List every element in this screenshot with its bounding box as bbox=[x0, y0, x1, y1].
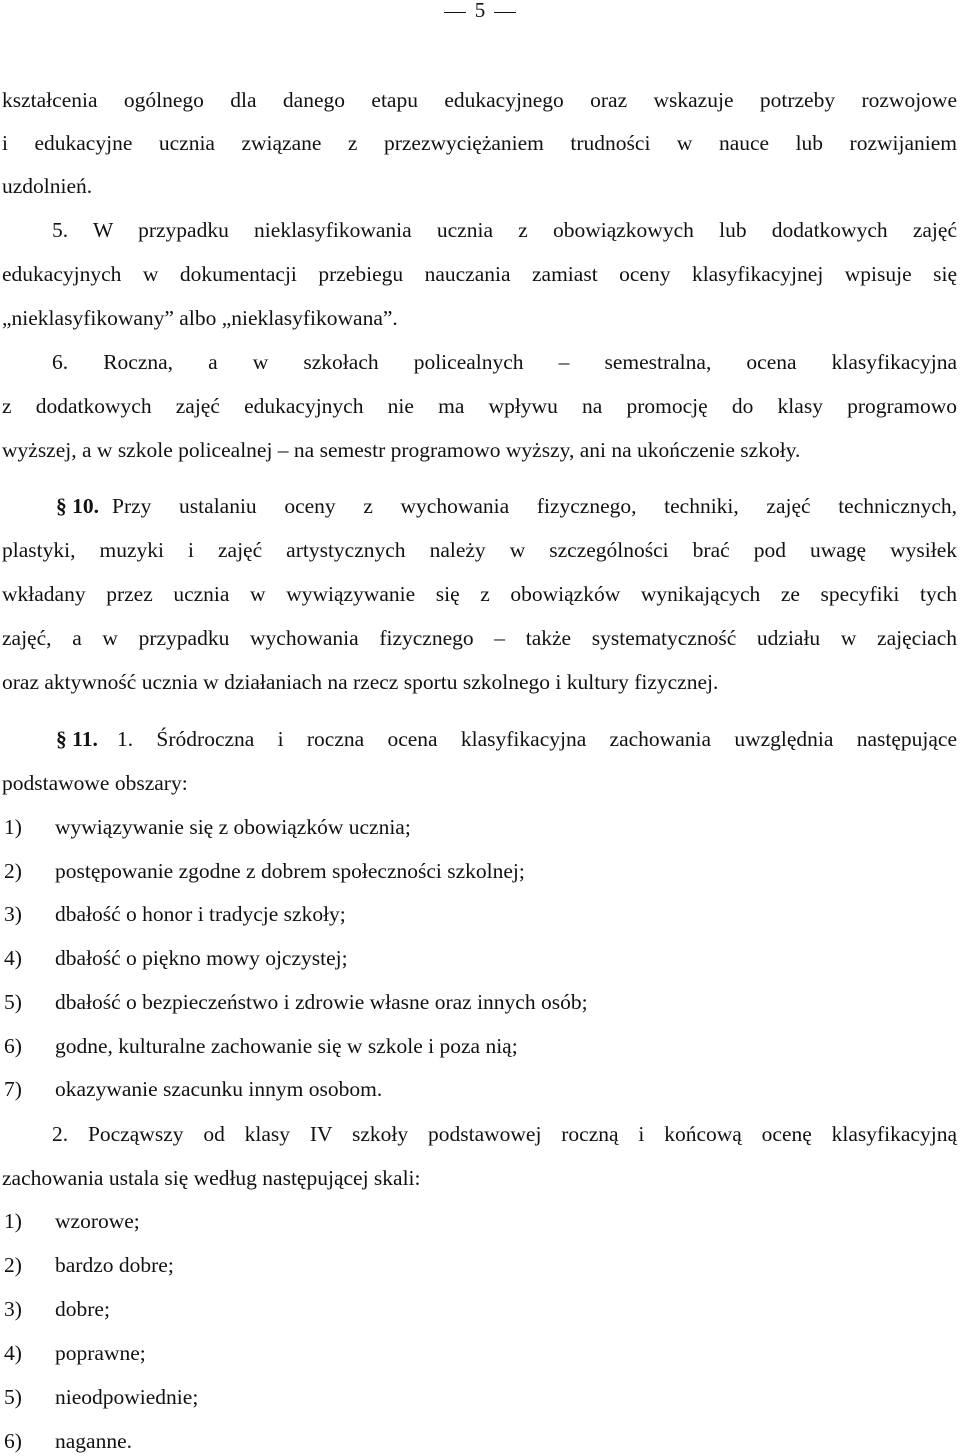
list-item-number: 5) bbox=[4, 990, 22, 1014]
list-item-number: 2) bbox=[4, 1253, 22, 1277]
section-10-heading: § 10. bbox=[56, 494, 99, 518]
list-item-number: 6) bbox=[4, 1429, 22, 1453]
paragraph-line: wyższej, a w szkole policealnej – na semestr programowo wyższy, ani na ukończenie szkoły. bbox=[2, 438, 801, 462]
paragraph-line: edukacyjnych w dokumentacji przebiegu nauczania zamiast oceny klasyfikacyjnej wpisuje się bbox=[2, 262, 957, 286]
paragraph-line: 2. Począwszy od klasy IV szkoły podstawowej roczną i końcową ocenę klasyfikacyjną bbox=[52, 1122, 957, 1146]
paragraph-line: z dodatkowych zajęć edukacyjnych nie ma wpływu na promocję do klasy programowo bbox=[2, 394, 957, 418]
list-item-number: 4) bbox=[4, 1341, 22, 1365]
list-item-number: 5) bbox=[4, 1385, 22, 1409]
paragraph-line: Przy ustalaniu oceny z wychowania fizycznego, techniki, zajęć technicznych, bbox=[112, 494, 957, 518]
paragraph-line: podstawowe obszary: bbox=[2, 771, 188, 795]
list-item-text: dobre; bbox=[55, 1297, 110, 1321]
list-item-text: wywiązywanie się z obowiązków ucznia; bbox=[55, 815, 411, 839]
paragraph-line: 5. W przypadku nieklasyfikowania ucznia z obowiązkowych lub dodatkowych zajęć bbox=[52, 218, 957, 242]
list-item-text: naganne. bbox=[55, 1429, 133, 1453]
list-item-number: 3) bbox=[4, 902, 22, 926]
list-item-text: poprawne; bbox=[55, 1341, 146, 1365]
paragraph-line: 6. Roczna, a w szkołach policealnych – semestralna, ocena klasyfikacyjna bbox=[52, 350, 957, 374]
list-item-text: godne, kulturalne zachowanie się w szkole i poza nią; bbox=[55, 1034, 518, 1058]
list-item-text: dbałość o honor i tradycje szkoły; bbox=[55, 902, 346, 926]
list-item-text: postępowanie zgodne z dobrem społeczności szkolnej; bbox=[55, 859, 525, 883]
list-item-text: wzorowe; bbox=[55, 1209, 140, 1233]
list-item-text: okazywanie szacunku innym osobom. bbox=[55, 1077, 383, 1101]
page-number-value: 5 bbox=[474, 0, 486, 22]
dash-right bbox=[494, 12, 516, 13]
paragraph-line: zajęć, a w przypadku wychowania fizycznego – także systematyczność udziału w zajęciach bbox=[2, 626, 957, 650]
paragraph-line: „nieklasyfikowany” albo „nieklasyfikowana”. bbox=[2, 306, 398, 330]
paragraph-line: 1. Śródroczna i roczna ocena klasyfikacyjna zachowania uwzględnia następujące bbox=[117, 727, 957, 751]
list-item-number: 6) bbox=[4, 1034, 22, 1058]
list-item-number: 4) bbox=[4, 946, 22, 970]
paragraph-line: oraz aktywność ucznia w działaniach na rzecz sportu szkolnego i kultury fizycznej. bbox=[2, 670, 719, 694]
list-item-number: 1) bbox=[4, 1209, 22, 1233]
list-item-text: bardzo dobre; bbox=[55, 1253, 174, 1277]
list-item-number: 2) bbox=[4, 859, 22, 883]
paragraph-line: i edukacyjne ucznia związane z przezwyciężaniem trudności w nauce lub rozwijaniem bbox=[2, 131, 957, 155]
list-item-number: 7) bbox=[4, 1077, 22, 1101]
paragraph-line: kształcenia ogólnego dla danego etapu edukacyjnego oraz wskazuje potrzeby rozwojowe bbox=[2, 88, 957, 112]
dash-left bbox=[444, 12, 466, 13]
list-item-number: 3) bbox=[4, 1297, 22, 1321]
list-item-text: dbałość o piękno mowy ojczystej; bbox=[55, 946, 348, 970]
list-item-text: dbałość o bezpieczeństwo i zdrowie własne oraz innych osób; bbox=[55, 990, 588, 1014]
paragraph-line: zachowania ustala się według następującej skali: bbox=[2, 1166, 421, 1190]
paragraph-line: wkładany przez ucznia w wywiązywanie się z obowiązków wynikających ze specyfiki tych bbox=[2, 582, 957, 606]
list-item-number: 1) bbox=[4, 815, 22, 839]
paragraph-line: uzdolnień. bbox=[2, 174, 93, 198]
section-11-heading: § 11. bbox=[56, 727, 98, 751]
page-number bbox=[0, 0, 960, 23]
paragraph-line: plastyki, muzyki i zajęć artystycznych należy w szczególności brać pod uwagę wysiłek bbox=[2, 538, 957, 562]
list-item-text: nieodpowiednie; bbox=[55, 1385, 199, 1409]
